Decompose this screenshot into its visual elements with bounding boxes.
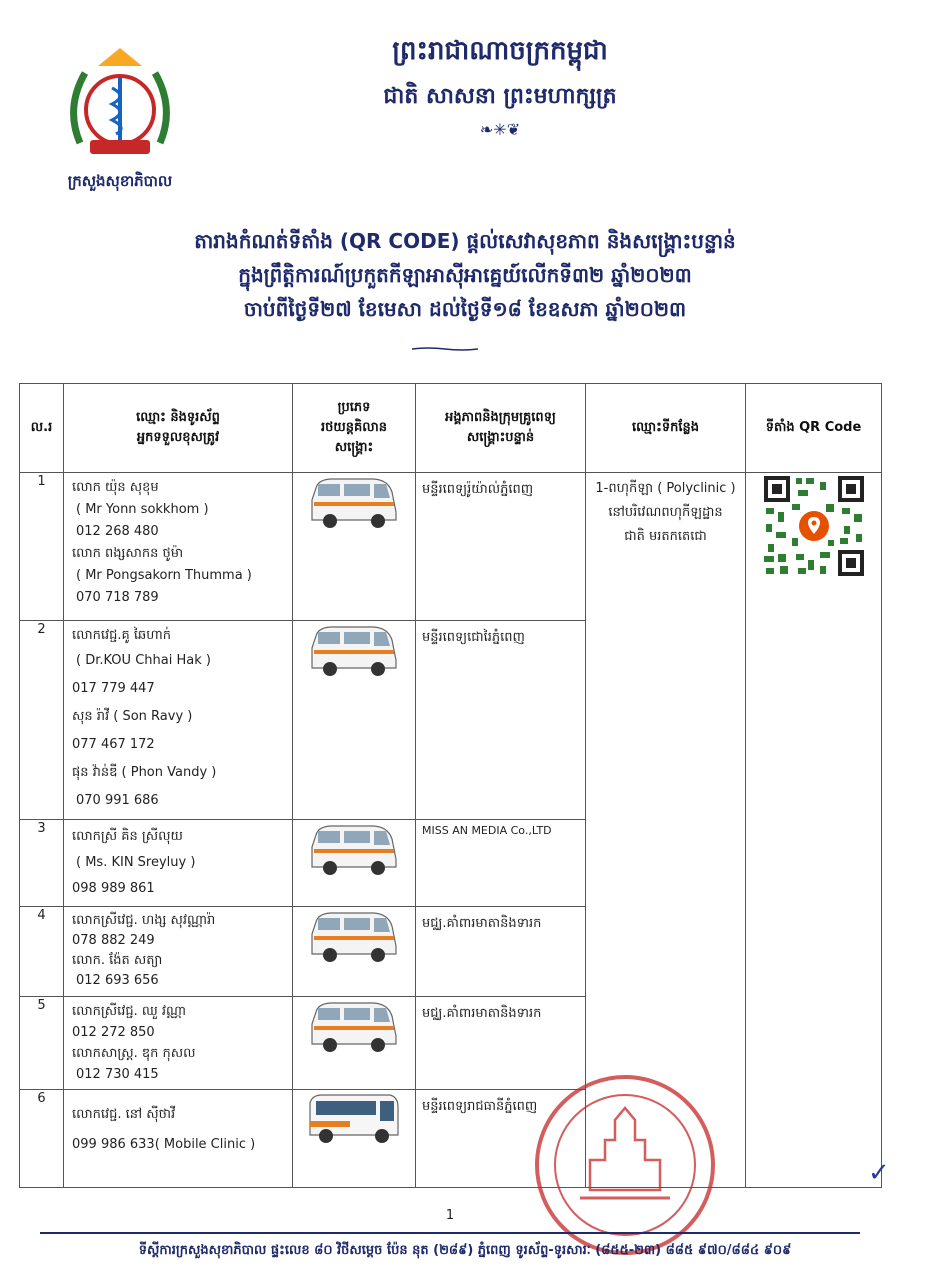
medical-team: MISS AN MEDIA Co.,LTD <box>416 820 586 907</box>
ambulance-van-icon <box>308 474 400 532</box>
contact-line: 099 986 633( Mobile Clinic ) <box>72 1137 256 1152</box>
contact-line: 017 779 447 <box>72 681 155 696</box>
place-line2: នៅបរិវេណពហុកីឡដ្ឋាន <box>608 505 723 520</box>
responsible-contacts <box>64 997 293 1090</box>
contact-line: លោកស្រីវេជ្ជ. ហង្ស សុវណ្ណារ៉ា <box>72 913 216 928</box>
checkmark-icon: ✓ <box>868 1158 890 1188</box>
header-place: ឈ្មោះទីកន្លែង <box>586 384 746 473</box>
contact-line: លោក យ៉ុន សុខុម <box>72 480 159 495</box>
row-number: 1 <box>20 473 64 621</box>
responsible-contacts <box>64 621 293 820</box>
contact-line: ( Dr.KOU Chhai Hak ) <box>76 653 211 668</box>
vehicle-cell <box>293 997 416 1090</box>
footer-divider <box>40 1232 860 1234</box>
header-team-line2: សង្គ្រោះបន្ទាន់ <box>466 430 535 445</box>
header-vehicle <box>293 384 416 473</box>
contact-line: ( Mr Yonn sokkhom ) <box>76 502 209 517</box>
ambulance-van-icon <box>308 622 400 680</box>
contact-line: ផុន វ៉ាន់ឌី ( Phon Vandy ) <box>72 765 217 780</box>
responsible-contacts <box>64 907 293 997</box>
contact-line: 078 882 249 <box>72 933 155 948</box>
ministry-name: ក្រសួងសុខាភិបាល <box>67 172 173 190</box>
contact-line: សុន រ៉ាវី ( Son Ravy ) <box>72 709 193 724</box>
medical-team: មន្ទីរពេទ្យជោរៃភ្នំពេញ <box>416 621 586 820</box>
mobile-clinic-bus-icon <box>306 1091 402 1149</box>
contact-line: 012 730 415 <box>76 1067 159 1082</box>
vehicle-cell <box>293 473 416 621</box>
contact-line: 012 268 480 <box>76 524 159 539</box>
ambulance-van-icon <box>308 998 400 1056</box>
contact-line: 098 989 861 <box>72 881 155 896</box>
vehicle-cell <box>293 1090 416 1188</box>
title-line-3: ចាប់ពីថ្ងៃទី២៧ ខែមេសា ដល់ថ្ងៃទី១៨ ខែឧសភា ឆ្នាំ២០២៣ <box>243 297 687 321</box>
header-name <box>64 384 293 473</box>
national-motto: ជាតិ សាសនា ព្រះមហាក្សត្រ <box>383 83 617 109</box>
place-line1: 1-ពហុកីឡា ( Polyclinic ) <box>595 481 736 496</box>
row-number: 5 <box>20 997 64 1090</box>
medical-team: មជ្ឈ.គាំពារមាតានិងទារក <box>416 907 586 997</box>
header-team-line1: អង្គភាពនិងក្រុមគ្រូពេទ្យ <box>445 410 556 425</box>
page-number: 1 <box>445 1208 455 1223</box>
medical-team: មជ្ឈ.គាំពារមាតានិងទារក <box>416 997 586 1090</box>
header-team <box>416 384 586 473</box>
place-line3: ជាតិ មរតកតេជោ <box>624 529 707 544</box>
contact-line: 012 693 656 <box>76 973 159 988</box>
contact-line: លោកវេជ្ជ.គូ ឆៃហាក់ <box>72 628 172 643</box>
row-number: 2 <box>20 621 64 820</box>
contact-line: 012 272 850 <box>72 1025 155 1040</box>
header-qr: ទីតាំង QR Code <box>746 384 882 473</box>
header-vehicle-line2: រថយន្តគិលាន <box>320 420 387 435</box>
table-row <box>20 473 882 621</box>
row-number: 4 <box>20 907 64 997</box>
contact-line: លោកសាស្ត្រ. ឌុក កុសល <box>72 1046 196 1061</box>
contact-line: ( Ms. KIN Sreyluy ) <box>76 855 196 870</box>
vehicle-cell <box>293 820 416 907</box>
contact-line: លោកវេជ្ជ. នៅ ស៊ីថាវី <box>72 1107 176 1122</box>
row-number: 6 <box>20 1090 64 1188</box>
title-line-2: ក្នុងព្រឹត្តិការណ៍ប្រកួតកីឡាអាស៊ីអាគ្នេយ៍លើកទី៣២ ឆ្នាំ២០២៣ <box>238 263 692 287</box>
medical-team: មន្ទីរពេទ្យរ៉ូយ៉ាល់ភ្នំពេញ <box>416 473 586 621</box>
header-no: ល.រ <box>20 384 64 473</box>
qr-cell <box>746 473 882 1188</box>
medical-team: មន្ទីរពេទ្យរាជធានីភ្នំពេញ <box>416 1090 586 1188</box>
header-name-line2: អ្នកទទួលខុសត្រូវ <box>136 430 220 445</box>
responsible-contacts <box>64 473 293 621</box>
kingdom-heading: ព្រះរាជាណាចក្រកម្ពុជា <box>392 36 608 66</box>
contact-line: 077 467 172 <box>72 737 155 752</box>
ambulance-van-icon <box>308 821 400 879</box>
contact-line: លោក. ង៉ែត សត្យា <box>72 953 163 968</box>
contact-line: លោកស្រី គិន ស្រីលុយ <box>72 829 183 844</box>
qr-code-icon[interactable] <box>762 474 866 578</box>
responsible-contacts <box>64 1090 293 1188</box>
header-name-line1: ឈ្មោះ និងទូរស័ព្ទ <box>136 410 220 425</box>
header-vehicle-line3: សង្គ្រោះ <box>334 440 374 455</box>
vehicle-cell <box>293 621 416 820</box>
footer-address: ទីស្តីការក្រសួងសុខាភិបាល ផ្ទះលេខ ៨០ វិថីសម្តេច ប៉ែន នុត (២៨៩) ភ្នំពេញ ទូរស័ព្ទ-ទូរសារៈ (៨៥៥-២៣) ៨៨៥ ៩៧០/៨៨៤ ៩០៩ <box>138 1243 792 1258</box>
ambulance-van-icon <box>308 908 400 966</box>
title-line-1: តារាងកំណត់ទីតាំង (QR CODE) ផ្តល់សេវាសុខភាព និងសង្គ្រោះបន្ទាន់ <box>194 229 736 253</box>
vehicle-cell <box>293 907 416 997</box>
contact-line: ( Mr Pongsakorn Thumma ) <box>76 568 252 583</box>
contact-line: លោកស្រីវេជ្ជ. ឈួ វណ្ណា <box>72 1004 187 1019</box>
ornament: ❧✳❦ <box>479 120 521 139</box>
row-number: 3 <box>20 820 64 907</box>
document-header <box>0 0 930 360</box>
divider-ornament-icon <box>412 347 478 351</box>
ministry-emblem-icon <box>60 48 180 168</box>
contact-line: 070 718 789 <box>76 590 159 605</box>
contact-line: លោក ពង្សសាកន ថូម៉ា <box>72 546 184 561</box>
responsible-contacts <box>64 820 293 907</box>
table-header-row <box>20 384 882 473</box>
contact-line: 070 991 686 <box>76 793 159 808</box>
header-vehicle-line1: ប្រភេទ <box>337 400 371 415</box>
qr-location-table <box>19 383 882 1188</box>
